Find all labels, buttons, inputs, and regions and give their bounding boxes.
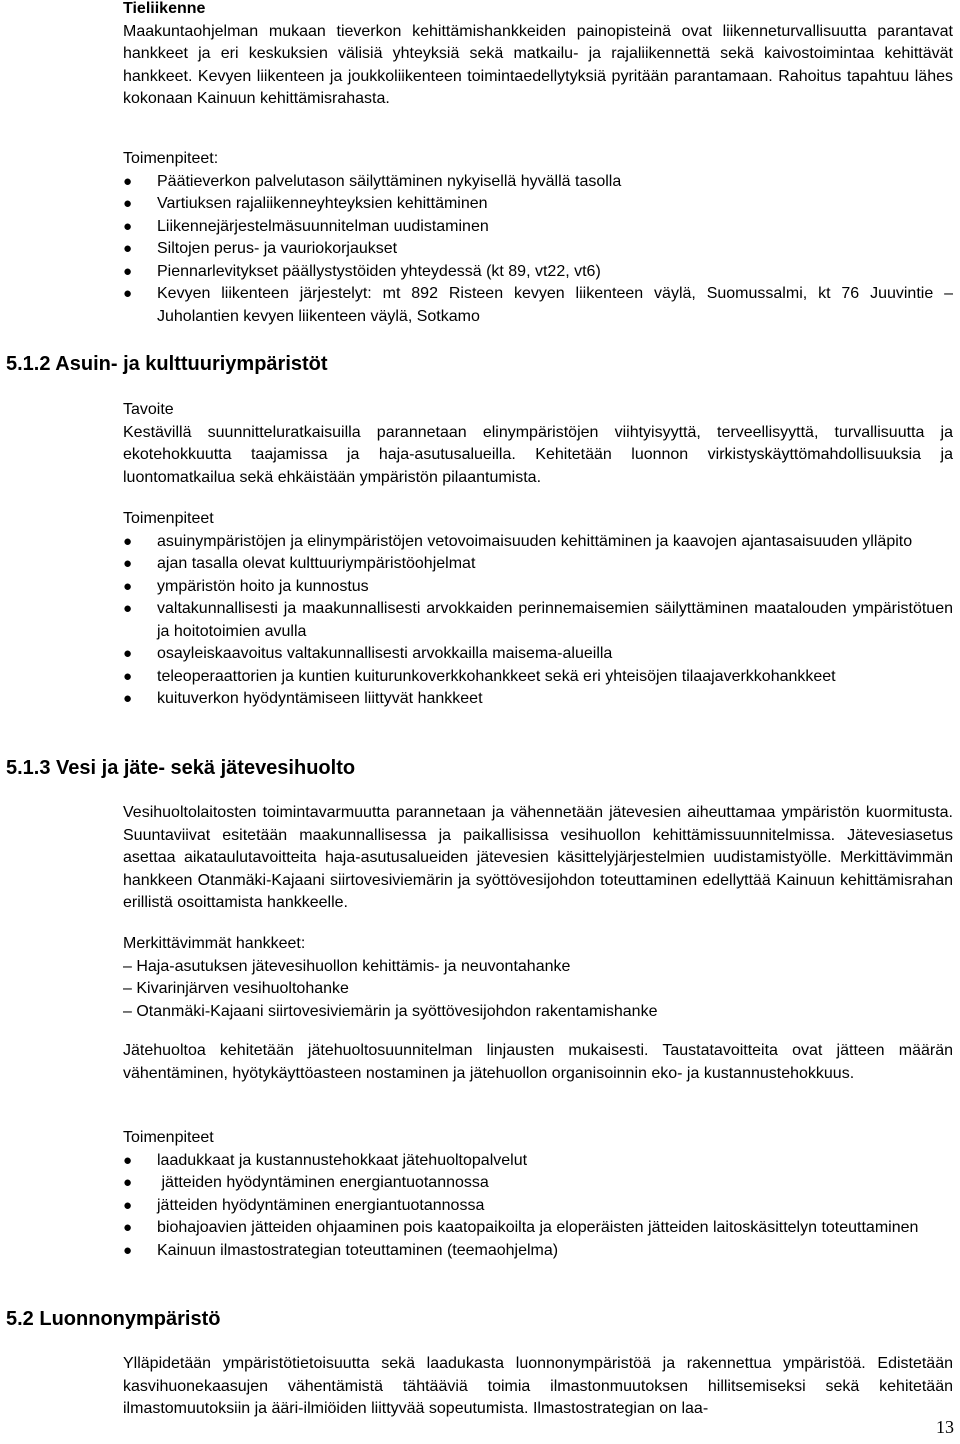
vesi-projects (123, 933, 953, 1023)
section-heading-asuin: 5.1.2 Asuin- ja kulttuuriympäristöt (6, 353, 328, 375)
list-item: ● Liikennejärjestelmäsuunnitelman uudistaminen (123, 216, 953, 239)
section-heading-vesi: 5.1.3 Vesi ja jäte- sekä jätevesihuolto (6, 757, 356, 779)
bullet-icon: ● (123, 1151, 133, 1169)
paragraph: Ylläpidetään ympäristötietoisuutta sekä laadukasta luonnonympäristöä ja rakennettua ympäristöä. Edistetään kasvihuonekaasujen vähentämistä tähtääviä toimia ilmastonmuutoksen hillitsemiseksi sekä kehitetään ilmastomuutoksiin ja ääri-ilmiöiden liittyvää sopeutumista. Ilmastostrategian on laa- (123, 1355, 953, 1417)
section-heading-luonto: 5.2 Luonnonympäristö (6, 1308, 221, 1330)
list-item: ● biohajoavien jätteiden ohjaaminen pois kaatopaikoilta ja eloperäisten jätteiden laitoskäsittelyn toteuttaminen (123, 1217, 953, 1240)
list-item: ● jätteiden hyödyntäminen energiantuotannossa (123, 1172, 953, 1195)
bullet-icon: ● (123, 532, 133, 550)
bullet-icon: ● (123, 1196, 133, 1214)
bullet-icon: ● (123, 285, 133, 302)
vesi-waste (123, 1040, 953, 1085)
bullet-icon: ● (123, 577, 133, 595)
bullet-list (123, 1150, 953, 1263)
luonto-text (123, 1353, 953, 1421)
paragraph: Maakuntaohjelman mukaan tieverkon kehittämishankkeiden painopisteinä ovat liikenneturvallisuutta parantavat hankkeet ja eri keskuksien välisiä yhteyksiä sekä matkailu- ja rajaliikennettä sekä kaivostoimintaa kehittävät hankkeet. Kevyen liikenteen ja joukkoliikenteen toimintaedellytyksiä pyritään parantamaan. Rahoitus tapahtuu lähes kokonaan Kainuun kehittämisrahasta. (123, 22, 953, 107)
bullet-icon: ● (123, 1174, 133, 1191)
list-item: ● teleoperaattorien ja kuntien kuiturunkoverkkohankkeet sekä eri yhteisöjen tilaajaverkkohankkeet (123, 666, 953, 689)
asuin-goal (123, 399, 953, 489)
list-item: ● Siltojen perus- ja vauriokorjaukset (123, 238, 953, 261)
bullet-icon: ● (123, 667, 133, 685)
paragraph: Kestävillä suunnitteluratkaisuilla parannetaan elinympäristöjen viihtyisyyttä, terveellisyyttä, turvallisuutta ja ekotehokkuutta taajamissa ja haja-asutusalueilla. Kehitetään luonnon virkistyskäyttömahdollisuuksia ja luontomatkailua sekä ehkäistään ympäristön pilaantumista. (123, 423, 953, 486)
project-item: – Kivarinjärven vesihuoltohanke (123, 980, 349, 997)
list-item: ● Päätieverkon palvelutason säilyttäminen nykyisellä hyvällä tasolla (123, 171, 953, 194)
section-title: Tieliikenne (123, 0, 206, 17)
bullet-icon: ● (123, 172, 133, 190)
project-item: – Haja-asutuksen jätevesihuollon kehittämis- ja neuvontahanke (123, 957, 571, 975)
bullet-icon: ● (123, 555, 133, 572)
list-item: ● asuinympäristöjen ja elinympäristöjen vetovoimaisuuden kehittäminen ja kaavojen ajantasaisuuden ylläpito (123, 531, 953, 554)
goal-label: Tavoite (123, 401, 174, 418)
tieliikenne-measures (123, 148, 953, 328)
bullet-icon: ● (123, 262, 133, 280)
project-item: – Otanmäki-Kajaani siirtovesiviemärin ja syöttövesijohdon rakentamishanke (123, 1002, 658, 1020)
bullet-icon: ● (123, 600, 133, 617)
list-item: ● jätteiden hyödyntäminen energiantuotannossa (123, 1195, 953, 1218)
bullet-icon: ● (123, 240, 133, 257)
list-item: ● Kainuun ilmastostrategian toteuttaminen (teemaohjelma) (123, 1240, 953, 1263)
vesi-intro (123, 802, 953, 915)
measures-label: Toimenpiteet (123, 1129, 214, 1146)
paragraph: Jätehuoltoa kehitetään jätehuoltosuunnitelman linjausten mukaisesti. Taustatavoitteita ovat jätteen määrän vähentäminen, hyötykäyttöasteen nostaminen ja jätehuollon organisoinnin eko- ja kustannustehokkuus. (123, 1042, 953, 1082)
paragraph: Vesihuoltolaitosten toimintavarmuutta parannetaan ja vähennetään jätevesien aiheuttamaa ympäristön kuormitusta. Suuntaviivat esitetään maakunnallisessa ja paikallisissa vesihuollon kehittämissuunnitelmissa. Jätevesiasetus asettaa aikataulutavoitteita haja-asutusalueiden jätevesien käsittelyjärjestelmien uudistamistyölle. Merkittävimmän hankkeen Otanmäki-Kajaani siirtovesiviemärin ja syöttövesijohdon toteuttaminen edellyttää Kainuun kehittämisrahan erillistä osoittamista hankkeelle. (123, 804, 953, 911)
asuin-measures (123, 508, 953, 711)
list-item: ● laadukkaat ja kustannustehokkaat jätehuoltopalvelut (123, 1150, 953, 1173)
list-item: ● kuituverkon hyödyntämiseen liittyvät hankkeet (123, 688, 953, 711)
list-item: ● ajan tasalla olevat kulttuuriympäristöohjelmat (123, 553, 953, 576)
bullet-icon: ● (123, 195, 133, 212)
vesi-measures (123, 1127, 953, 1262)
bullet-icon: ● (123, 1241, 133, 1259)
page-number: 13 (936, 1417, 954, 1437)
bullet-list (123, 531, 953, 711)
bullet-icon: ● (123, 1219, 133, 1236)
bullet-icon: ● (123, 217, 133, 235)
list-item: ● Vartiuksen rajaliikenneyhteyksien kehittäminen (123, 193, 953, 216)
bullet-list (123, 171, 953, 329)
list-item: ● Kevyen liikenteen järjestelyt: mt 892 Risteen kevyen liikenteen väylä, Suomussalmi, kt 76 Juuvintie – Juholantien kevyen liikenteen väylä, Sotkamo (123, 285, 953, 325)
list-item: ● ympäristön hoito ja kunnostus (123, 576, 953, 599)
bullet-icon: ● (123, 645, 133, 662)
bullet-icon: ● (123, 690, 133, 707)
list-item: ● Piennarlevitykset päällystystöiden yhteydessä (kt 89, vt22, vt6) (123, 261, 953, 284)
list-item: ● osayleiskaavoitus valtakunnallisesti arvokkailla maisema-alueilla (123, 643, 953, 666)
measures-label: Toimenpiteet: (123, 150, 219, 167)
list-item: ● valtakunnallisesti ja maakunnallisesti arvokkaiden perinnemaisemien säilyttäminen maatalouden ympäristötuen ja hoitotoimien avulla (123, 600, 953, 640)
measures-label: Toimenpiteet (123, 510, 214, 527)
projects-label: Merkittävimmät hankkeet: (123, 935, 306, 952)
section-tieliikenne (123, 0, 953, 111)
